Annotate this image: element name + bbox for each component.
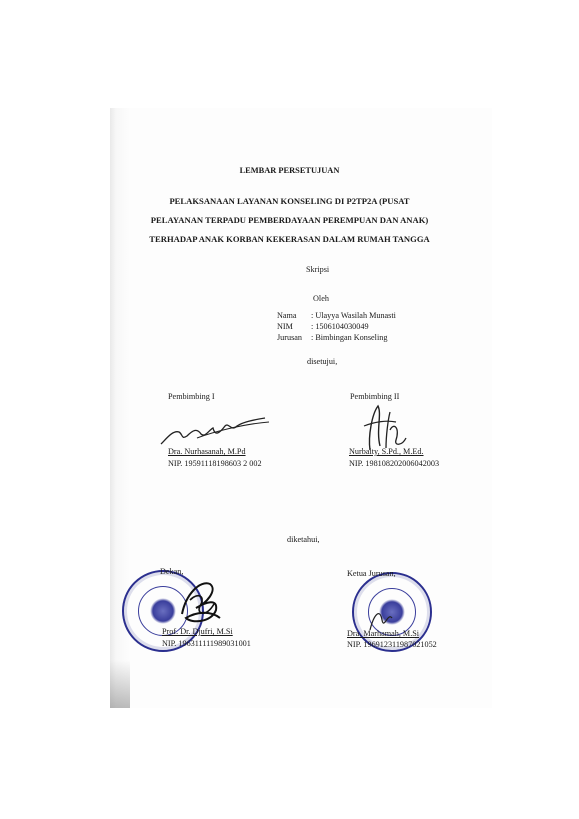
dean-role: Dekan,: [160, 567, 184, 576]
supervisor2-nip: NIP. 198108202006042003: [349, 459, 440, 468]
nama-value: : Ulayya Wasilah Munasti: [311, 311, 396, 320]
document-type: Skripsi: [306, 265, 330, 274]
page-heading: LEMBAR PERSETUJUAN: [239, 166, 340, 175]
jurusan-label: Jurusan: [277, 333, 303, 342]
nama-label: Nama: [277, 311, 297, 320]
acknowledged-label: diketahui,: [287, 535, 320, 544]
nim-label: NIM: [277, 322, 293, 331]
by-label: Oleh: [313, 294, 329, 303]
scan-shadow: [110, 660, 130, 708]
head-nip: NIP. 196912311987021052: [347, 640, 437, 649]
supervisor1-role: Pembimbing I: [168, 392, 215, 401]
approved-label: disetujui,: [307, 357, 338, 366]
nim-value: : 1506104030049: [311, 322, 369, 331]
supervisor1-nip: NIP. 19591118198603 2 002: [168, 459, 262, 468]
signature-dean: [176, 574, 224, 630]
jurusan-value: : Bimbingan Konseling: [311, 333, 388, 342]
supervisor2-name: Nurbaity, S.Pd., M.Ed.: [349, 447, 424, 456]
signature-supervisor1: [153, 408, 273, 448]
head-name: Dra. Marhamah, M.Si: [347, 629, 420, 638]
title-line-2: PELAYANAN TERPADU PEMBERDAYAAN PEREMPUAN DAN ANAK): [150, 215, 429, 225]
university-emblem-icon: [150, 598, 176, 624]
dean-name: Prof. Dr. Djufri, M.Si: [162, 627, 233, 636]
title-line-1: PELAKSANAAN LAYANAN KONSELING DI P2TP2A (PUSAT: [169, 196, 410, 206]
title-line-3: TERHADAP ANAK KORBAN KEKERASAN DALAM RUMAH TANGGA: [149, 234, 430, 244]
supervisor1-name: Dra. Nurhasanah, M.Pd: [168, 447, 246, 456]
head-role: Ketua Jurusan,: [347, 569, 396, 578]
supervisor2-role: Pembimbing II: [350, 392, 400, 401]
dean-nip: NIP. 196311111989031001: [162, 639, 251, 648]
